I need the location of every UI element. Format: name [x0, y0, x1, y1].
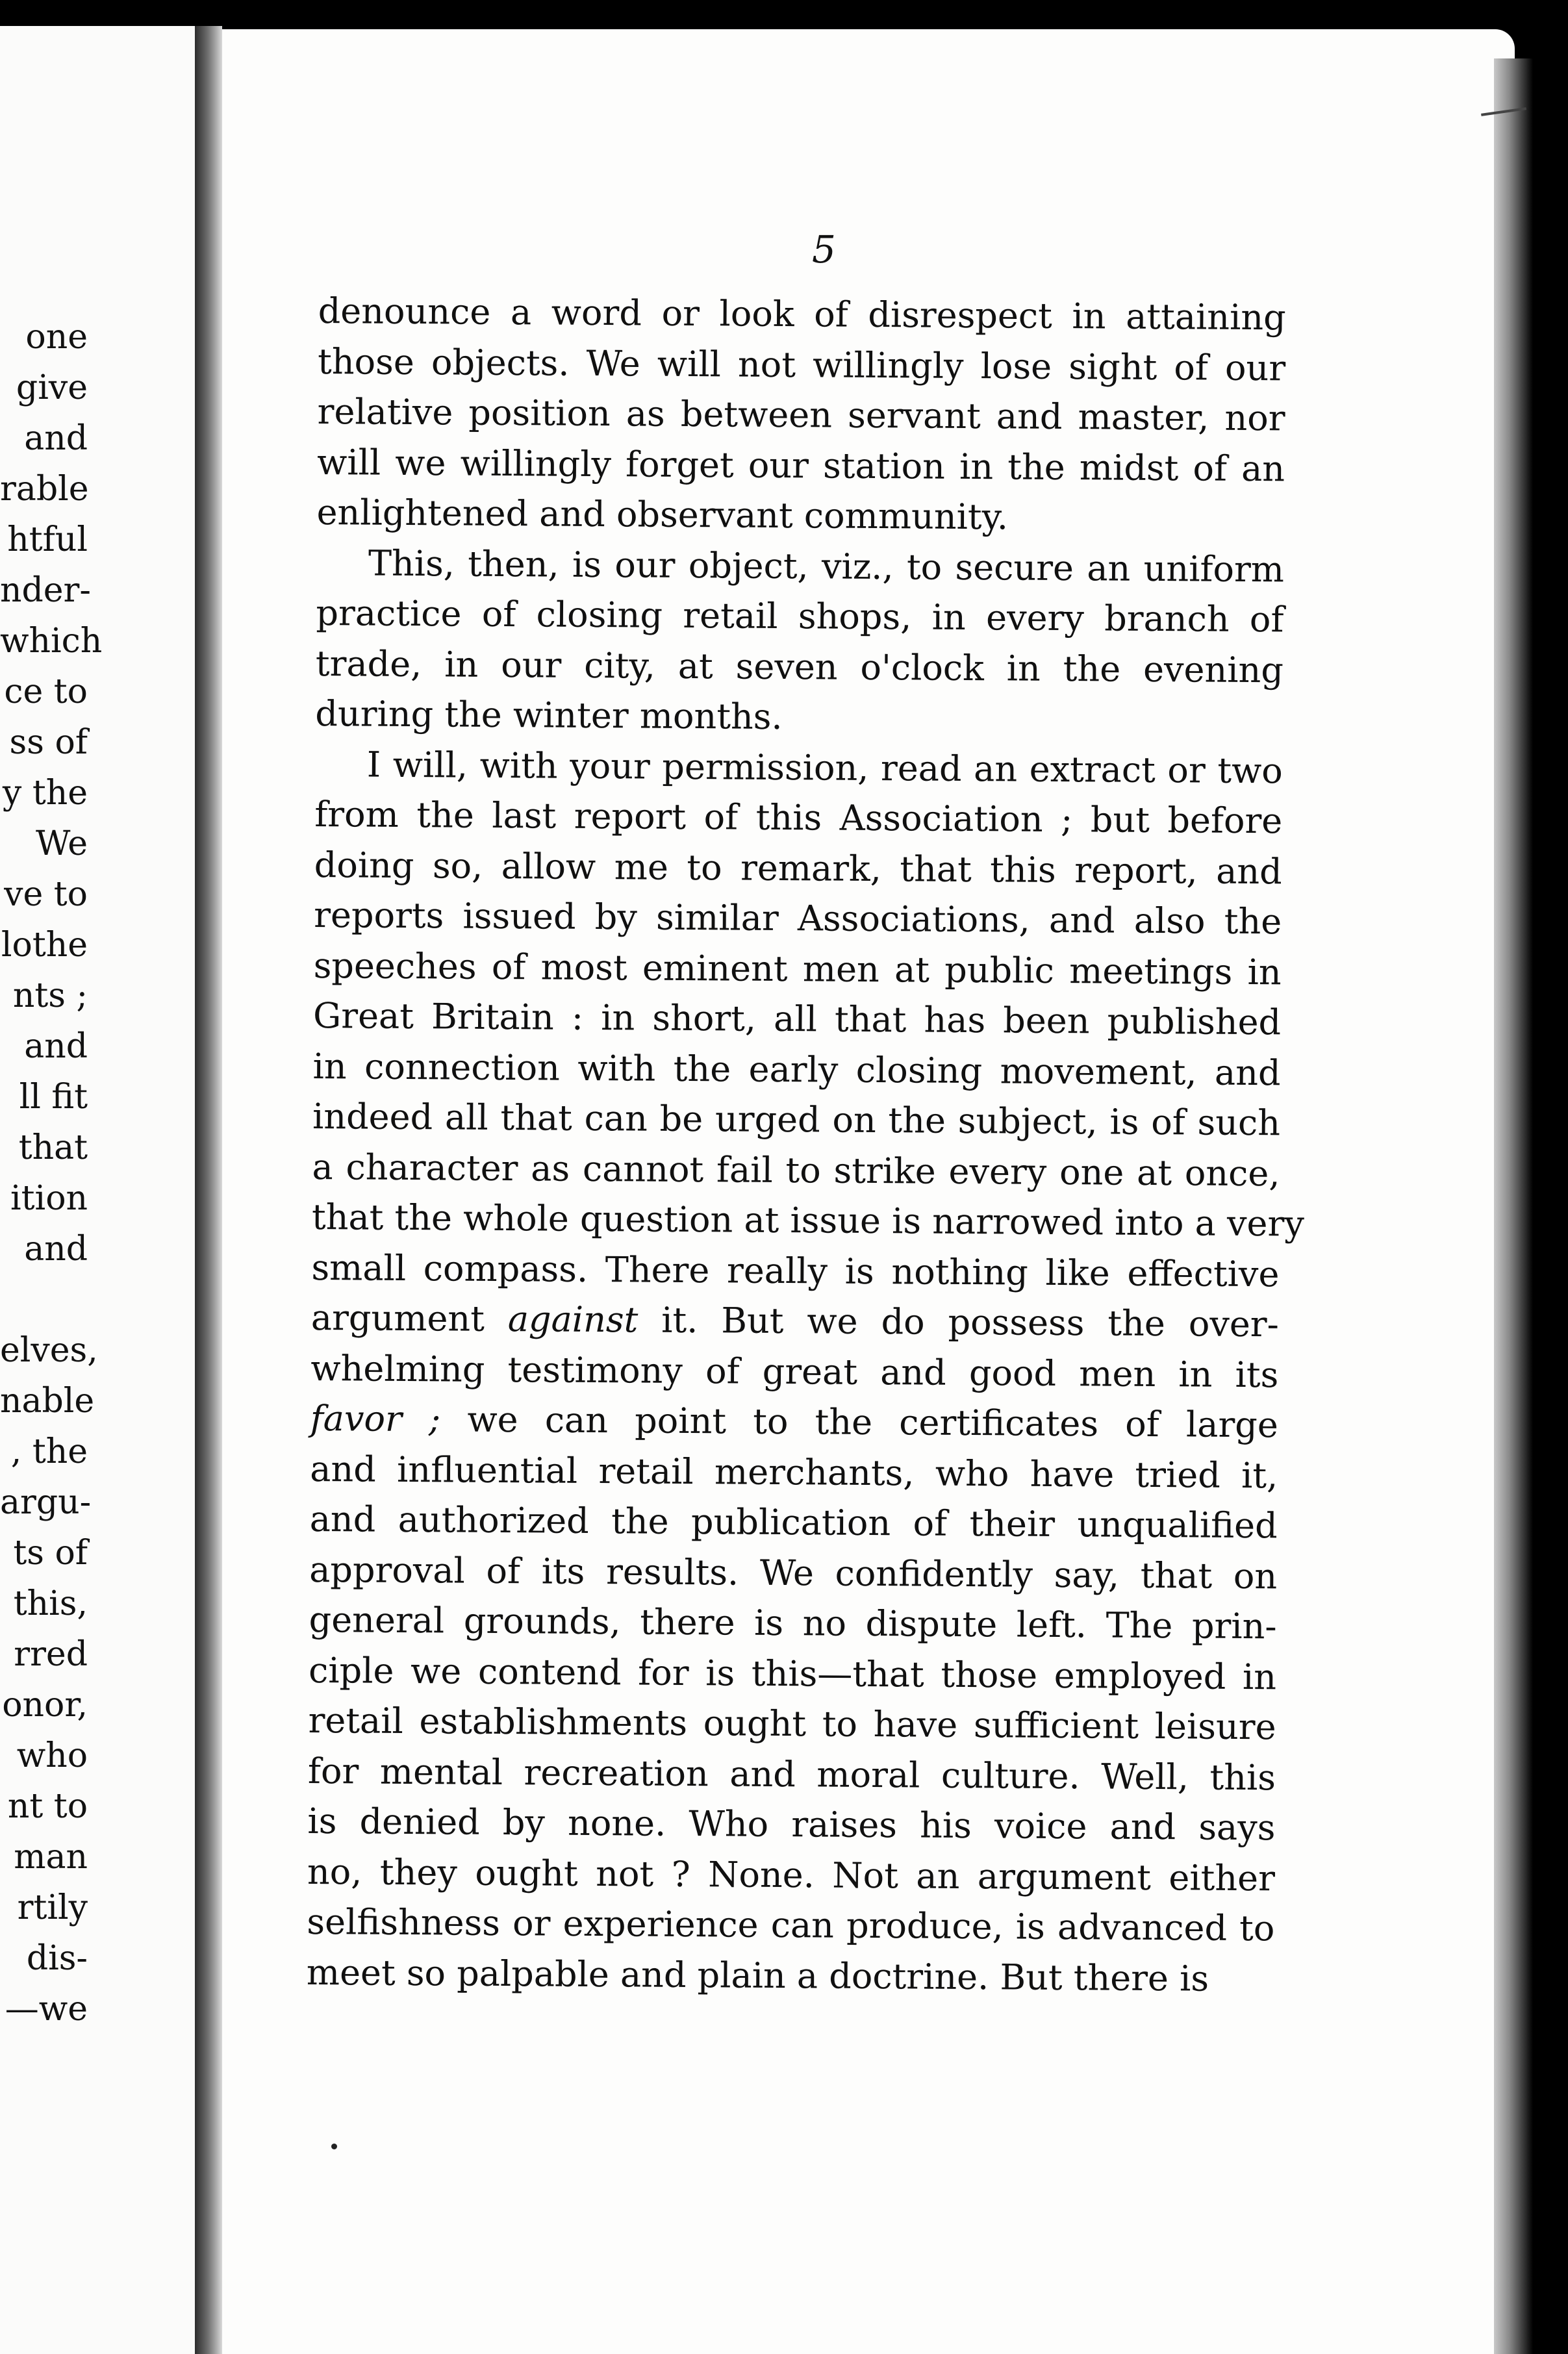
facing-page-line: ition [10, 1179, 88, 1218]
text-line: small compass. There really is nothing like effective [311, 1247, 1280, 1295]
text-line: approval of its results. We confidently say, that on [309, 1549, 1278, 1597]
facing-page-text [0, 312, 103, 2034]
body-text [306, 286, 1305, 2004]
text-line: and influential retail merchants, who have tried it, [310, 1448, 1278, 1496]
text-line: argument against it. But we do possess the over- [310, 1297, 1280, 1345]
facing-page-line: one [25, 318, 88, 357]
text-line: Great Britain : in short, all that has been published [312, 994, 1282, 1043]
facing-page-line: man [14, 1838, 88, 1877]
italic-text: favor ; [310, 1397, 441, 1440]
text-line: in connection with the early closing movement, and [312, 1045, 1281, 1093]
text-line: a character as cannot fail to strike every one at once, [312, 1146, 1280, 1194]
text-line: is denied by none. Who raises his voice and says [307, 1800, 1276, 1849]
facing-page-line: —we [5, 1990, 88, 2029]
facing-page-line: ts of [13, 1534, 88, 1573]
text-line: retail establishments ought to have sufficient leisure [308, 1699, 1276, 1748]
text-line: and authorized the publication of their unqualified [309, 1498, 1278, 1547]
facing-page-line: nable [0, 1382, 95, 1421]
facing-page-line: argu- [0, 1483, 92, 1522]
facing-page-line: htful [7, 520, 88, 559]
facing-page-line: and [24, 1230, 88, 1269]
facing-page-line: rtily [17, 1888, 88, 1927]
text-line: doing so, allow me to remark, that this report, and [314, 844, 1282, 892]
facing-page-line: and [24, 1027, 88, 1066]
text-line: meet so palpable and plain a doctrine. But there is [306, 1951, 1209, 1999]
facing-page-line: ce to [4, 672, 88, 711]
facing-page-line: dis- [26, 1939, 88, 1978]
text-line: ciple we contend for is this—that those employed in [308, 1649, 1277, 1697]
facing-page-line: elves, [0, 1331, 98, 1370]
book-gutter [195, 26, 222, 2354]
text-line: whelming testimony of great and good men in its [310, 1347, 1279, 1395]
facing-page-line-gap [0, 1274, 88, 1325]
text-line: I will, with your permission, read an extract or two [366, 744, 1283, 791]
text-line: for mental recreation and moral culture. Well, this [307, 1750, 1276, 1798]
text-line: denounce a word or look of disrespect in attaining [318, 290, 1286, 338]
text-line: reports issued by similar Associations, and also the [314, 894, 1282, 943]
italic-text: against [507, 1298, 639, 1341]
text-line: selfishness or experience can produce, is advanced to [307, 1901, 1275, 1949]
facing-page-line: that [18, 1128, 88, 1167]
facing-page-left [0, 26, 195, 2354]
ink-speck [331, 2144, 337, 2149]
text-line: indeed all that can be urged on the subject, is of such [312, 1095, 1281, 1144]
page-edge-shadow [1494, 58, 1533, 2354]
facing-page-line: ve to [4, 875, 88, 914]
text-line: that the whole question at issue is narrowed into a very [311, 1196, 1305, 1245]
text-line: those objects. We will not willingly lose sight of our [317, 340, 1286, 388]
text-line: enlightened and observant community. [316, 491, 1009, 538]
facing-page-line: which [0, 622, 103, 661]
facing-page-line: rred [14, 1635, 88, 1674]
text-line: from the last report of this Association ; but before [314, 793, 1283, 842]
facing-page-line: nt to [7, 1787, 88, 1826]
facing-page-line: give [16, 368, 88, 407]
text-line: favor ; we can point to the certificates of large [310, 1397, 1279, 1446]
text-line: general grounds, there is no dispute left. The prin- [309, 1599, 1277, 1647]
text-line: will we willingly forget our station in the midst of an [316, 441, 1285, 489]
facing-page-line: lothe [1, 926, 88, 965]
page-number: 5 [812, 227, 836, 272]
text-line: This, then, is our object, viz., to secure an uniform [368, 542, 1285, 590]
text-line: during the winter months. [315, 692, 783, 738]
facing-page-line: y the [2, 774, 88, 813]
text-line: practice of closing retail shops, in every branch of [316, 592, 1284, 640]
text-line: trade, in our city, at seven o'clock in the evening [315, 642, 1284, 690]
text-line: speeches of most eminent men at public meetings in [313, 944, 1282, 993]
facing-page-line: ll fit [19, 1078, 88, 1117]
facing-page-line: nts ; [12, 976, 88, 1015]
facing-page-line: who [16, 1736, 88, 1775]
facing-page-line: onor, [2, 1686, 88, 1725]
facing-page-line: We [36, 824, 88, 863]
facing-page-line: ss of [9, 723, 88, 762]
facing-page-line: this, [13, 1584, 88, 1623]
facing-page-line: nder- [0, 571, 91, 610]
facing-page-line: , the [10, 1432, 88, 1471]
facing-page-line: and [24, 419, 88, 458]
text-line: no, they ought not ? None. Not an argument either [307, 1851, 1276, 1899]
text-line: relative position as between servant and master, nor [317, 390, 1285, 439]
facing-page-line: rable [0, 470, 89, 509]
